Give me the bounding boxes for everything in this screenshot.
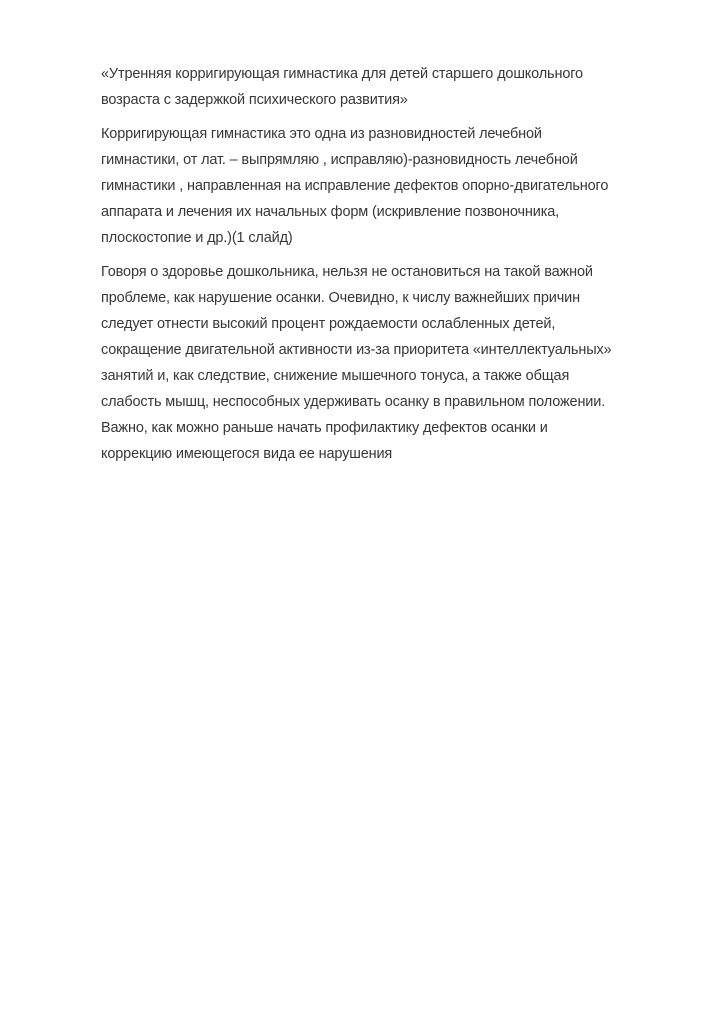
text-line: коррекцию имеющегося вида ее нарушения <box>101 446 393 462</box>
text-line: возраста с задержкой психического развития» <box>101 92 408 108</box>
text-line: гимнастики, от лат. – выпрямляю , исправляю)-разновидность лечебной <box>101 152 578 168</box>
text-line: гимнастики , направленная на исправление дефектов опорно-двигательного <box>101 178 609 194</box>
text-line: занятий и, как следствие, снижение мышечного тонуса, а также общая <box>101 368 570 384</box>
text-line: плоскостопие и др.)(1 слайд) <box>101 230 293 246</box>
paragraph-posture-problem <box>101 259 679 467</box>
text-line: проблеме, как нарушение осанки. Очевидно, к числу важнейших причин <box>101 290 580 306</box>
text-line: сокращение двигательной активности из-за приоритета «интеллектуальных» <box>101 342 612 358</box>
text-line: слабость мышц, неспособных удерживать осанку в правильном положении. <box>101 394 606 410</box>
text-line: Корригирующая гимнастика это одна из разновидностей лечебной <box>101 126 542 142</box>
text-line: «Утренняя корригирующая гимнастика для детей старшего дошкольного <box>101 66 583 82</box>
paragraph-definition <box>101 121 679 251</box>
text-line: аппарата и лечения их начальных форм (искривление позвоночника, <box>101 204 560 220</box>
text-line: Говоря о здоровье дошкольника, нельзя не остановиться на такой важной <box>101 264 593 280</box>
text-line: Важно, как можно раньше начать профилактику дефектов осанки и <box>101 420 548 436</box>
text-line: следует отнести высокий процент рождаемости ослабленных детей, <box>101 316 556 332</box>
document-content <box>101 61 679 475</box>
title-paragraph <box>101 61 679 113</box>
